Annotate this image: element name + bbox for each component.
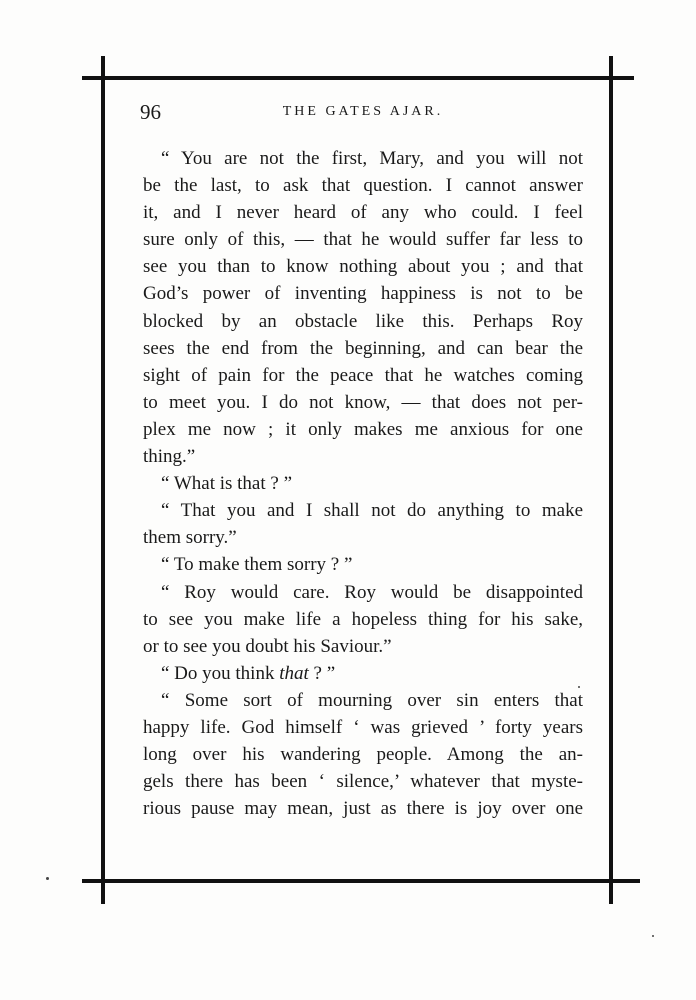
text-line: plex me now ; it only makes me anxious for one [143, 418, 583, 440]
text-line: it, and I never heard of any who could. I feel [143, 202, 583, 224]
page-number: 96 [140, 100, 161, 124]
frame-bottom-rule [82, 879, 640, 883]
page-header [140, 100, 580, 130]
text-line: gels there has been ‘ silence,’ whatever that myste- [143, 771, 583, 793]
text-line: God’s power of inventing happiness is not to be [143, 283, 583, 305]
speck [46, 877, 49, 880]
text-line: “ To make them sorry ? ” [161, 554, 353, 576]
frame-top-rule [82, 76, 634, 80]
text-line: “ Do you think that ? ” [161, 662, 336, 684]
running-head: THE GATES AJAR. [282, 104, 444, 119]
text-line: to see you make life a hopeless thing for his sake, [143, 608, 583, 630]
speck [578, 686, 580, 688]
frame-right-rule [609, 56, 613, 904]
text-line: long over his wandering people. Among the an- [143, 744, 583, 766]
text-line: sees the end from the beginning, and can bear the [143, 337, 583, 359]
text-line: “ Some sort of mourning over sin enters that [161, 689, 583, 711]
text-line: them sorry.” [143, 527, 237, 549]
text-line: sure only of this, — that he would suffer far less to [143, 229, 583, 251]
text-line: be the last, to ask that question. I cannot answer [143, 175, 583, 197]
text-line: “ Roy would care. Roy would be disappointed [161, 581, 583, 603]
text-line: see you than to know nothing about you ; and that [143, 256, 583, 278]
text-line: to meet you. I do not know, — that does not per- [143, 391, 583, 413]
text-line: rious pause may mean, just as there is joy over one [143, 798, 583, 820]
text-line: thing.” [143, 446, 196, 468]
speck [652, 935, 654, 937]
text-line: “ What is that ? ” [161, 473, 293, 495]
text-line: or to see you doubt his Saviour.” [143, 635, 392, 657]
text-line: happy life. God himself ‘ was grieved ’ forty years [143, 716, 583, 738]
text-line: “ You are not the first, Mary, and you will not [161, 148, 583, 169]
text-line: “ That you and I shall not do anything to make [161, 500, 583, 522]
text-line: blocked by an obstacle like this. Perhaps Roy [143, 310, 583, 332]
frame-left-rule [101, 56, 105, 904]
text-line: sight of pain for the peace that he watches coming [143, 364, 583, 386]
body-text [143, 145, 583, 822]
